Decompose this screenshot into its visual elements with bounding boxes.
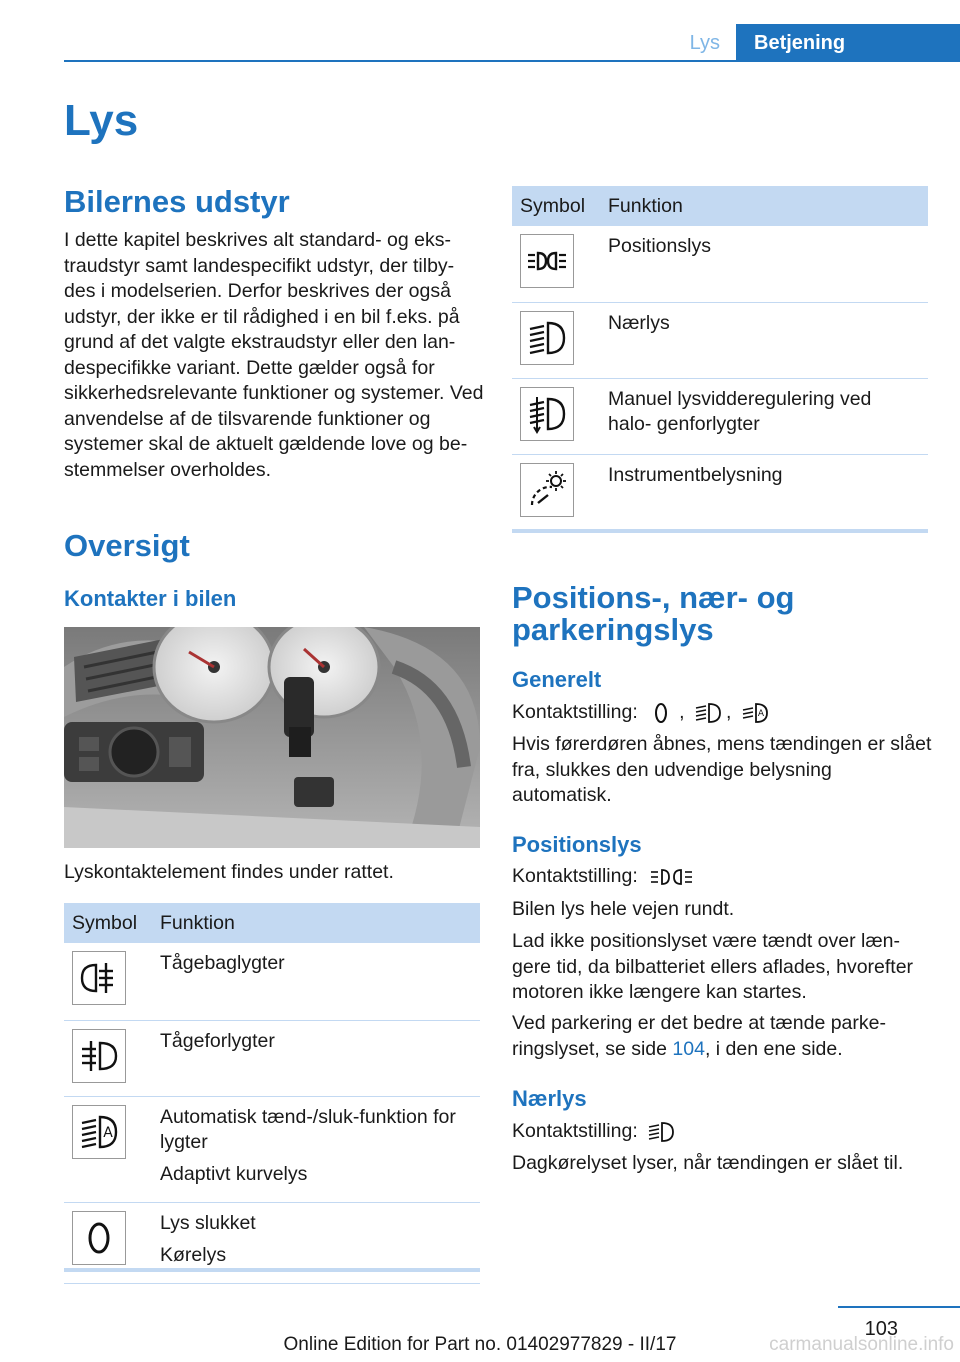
table-row (64, 1096, 480, 1202)
row-text: Lys slukket (160, 1211, 256, 1234)
paragraph-pos1: Bilen lys hele vejen rundt. (512, 898, 735, 920)
table-row (512, 226, 928, 302)
parking-lights-icon (647, 865, 697, 889)
header-section: Lys (689, 32, 720, 54)
kontakt-label: Kontaktstilling: (512, 701, 638, 723)
heading-kontakter: Kontakter i bilen (64, 586, 237, 611)
row-text: Tågebaglygter (160, 952, 285, 974)
svg-text:A: A (757, 708, 764, 719)
parking-lights-icon (520, 234, 574, 288)
row-text: Nærlys (608, 311, 670, 334)
low-beam-icon (647, 1120, 675, 1144)
table-row (512, 378, 928, 454)
page-header (64, 24, 960, 62)
row-text: Manuel lysvidderegulering ved halo- genforlygter (608, 387, 872, 435)
front-fog-light-icon (72, 1029, 126, 1083)
kontakt-naerlys (512, 1119, 679, 1145)
page-link-104[interactable]: 104 (672, 1037, 705, 1060)
table-row (64, 943, 480, 1020)
kontakt-label: Kontaktstilling: (512, 865, 638, 887)
row-text: Tågeforlygter (160, 1029, 275, 1052)
kontakt-generelt (512, 700, 773, 726)
page-number: 103 (864, 1318, 898, 1340)
col-funktion: Funktion (600, 186, 928, 226)
heading-udstyr: Bilernes udstyr (64, 184, 290, 219)
table-row (512, 302, 928, 378)
page-number-rule (838, 1306, 960, 1308)
table-end-rule (512, 529, 928, 533)
comma: , (679, 701, 685, 723)
paragraph-naer: Dagkørelyset lyser, når tændingen er slået til. (512, 1152, 904, 1174)
kontakt-label: Kontaktstilling: (512, 1120, 638, 1142)
paragraph-pos2: Lad ikke positionslyset være tændt over læn- gere tid, da bilbatteriet ellers aflades, hvorefter motoren ikke længere kan startes. (512, 930, 914, 1003)
instrument-lighting-icon (520, 463, 574, 517)
paragraph-generelt: Hvis førerdøren åbnes, mens tændingen er slået fra, slukkes den udvendige belysning automatisk. (512, 733, 932, 806)
watermark: carmanualsonline.info (769, 1334, 954, 1355)
col-symbol: Symbol (64, 903, 152, 943)
table-end-rule (64, 1268, 480, 1272)
low-beam-icon (694, 701, 722, 725)
header-tab[interactable]: Betjening (736, 24, 960, 62)
heading-naerlys: Nærlys (512, 1086, 587, 1111)
right-symbol-table (512, 186, 928, 531)
footer-text: Online Edition for Part no. 01402977829 - II/17 (283, 1334, 677, 1355)
row-text: Adaptivt kurvelys (160, 1162, 308, 1185)
automatic-headlight-icon (741, 701, 769, 725)
photo-caption: Lyskontaktelement findes under rattet. (64, 861, 394, 883)
paragraph-udstyr: I dette kapitel beskrives alt standard- og eks- traudstyr samt landespecifikt udstyr, der tilby- des i modelserien. Derfor beskrives der også udstyr, der ikke er til rådighed i en bil f.eks. på grund af det valgte ekstraudstyr eller den lan- despecifikke variant. Dette gælder også for sikkerhedsrelevante funktioner og systemer. Ved anvendelse af de tilsvarende funktioner og systemer skal de aktuelt gældende love og be- stemmelser overholdes. (64, 229, 484, 481)
lights-off-icon (647, 701, 675, 725)
kontakt-positionslys (512, 864, 701, 890)
page-title: Lys (64, 96, 139, 145)
header-rule (64, 60, 960, 62)
svg-text:A: A (103, 1124, 113, 1141)
comma: , (726, 701, 732, 723)
footer (0, 1334, 960, 1356)
table-row (64, 1020, 480, 1096)
row-text: Positionslys (608, 235, 711, 257)
heading-oversigt: Oversigt (64, 528, 190, 563)
paragraph-pos3: Ved parkering er det bedre at tænde parke- ringslyset, se side 104, i den ene side. (512, 1012, 886, 1060)
dashboard-photo (64, 627, 480, 848)
left-symbol-table (64, 903, 480, 1284)
heading-generelt: Generelt (512, 667, 602, 692)
dashboard-photo-illustration (64, 627, 480, 848)
headlight-range-icon (520, 387, 574, 441)
col-funktion: Funktion (152, 903, 480, 943)
row-text: Automatisk tænd-/sluk-funktion for lygter (160, 1105, 456, 1153)
heading-positions: Positions-, nær- og parkeringslys (512, 580, 795, 647)
row-text: Instrumentbelysning (608, 463, 783, 486)
rear-fog-light-icon (72, 951, 126, 1005)
row-text: Kørelys (160, 1243, 227, 1266)
low-beam-icon (520, 311, 574, 365)
table-row (512, 454, 928, 530)
automatic-headlight-icon (72, 1105, 126, 1159)
heading-positionslys: Positionslys (512, 832, 642, 857)
lights-off-icon (72, 1211, 126, 1265)
col-symbol: Symbol (512, 186, 600, 226)
